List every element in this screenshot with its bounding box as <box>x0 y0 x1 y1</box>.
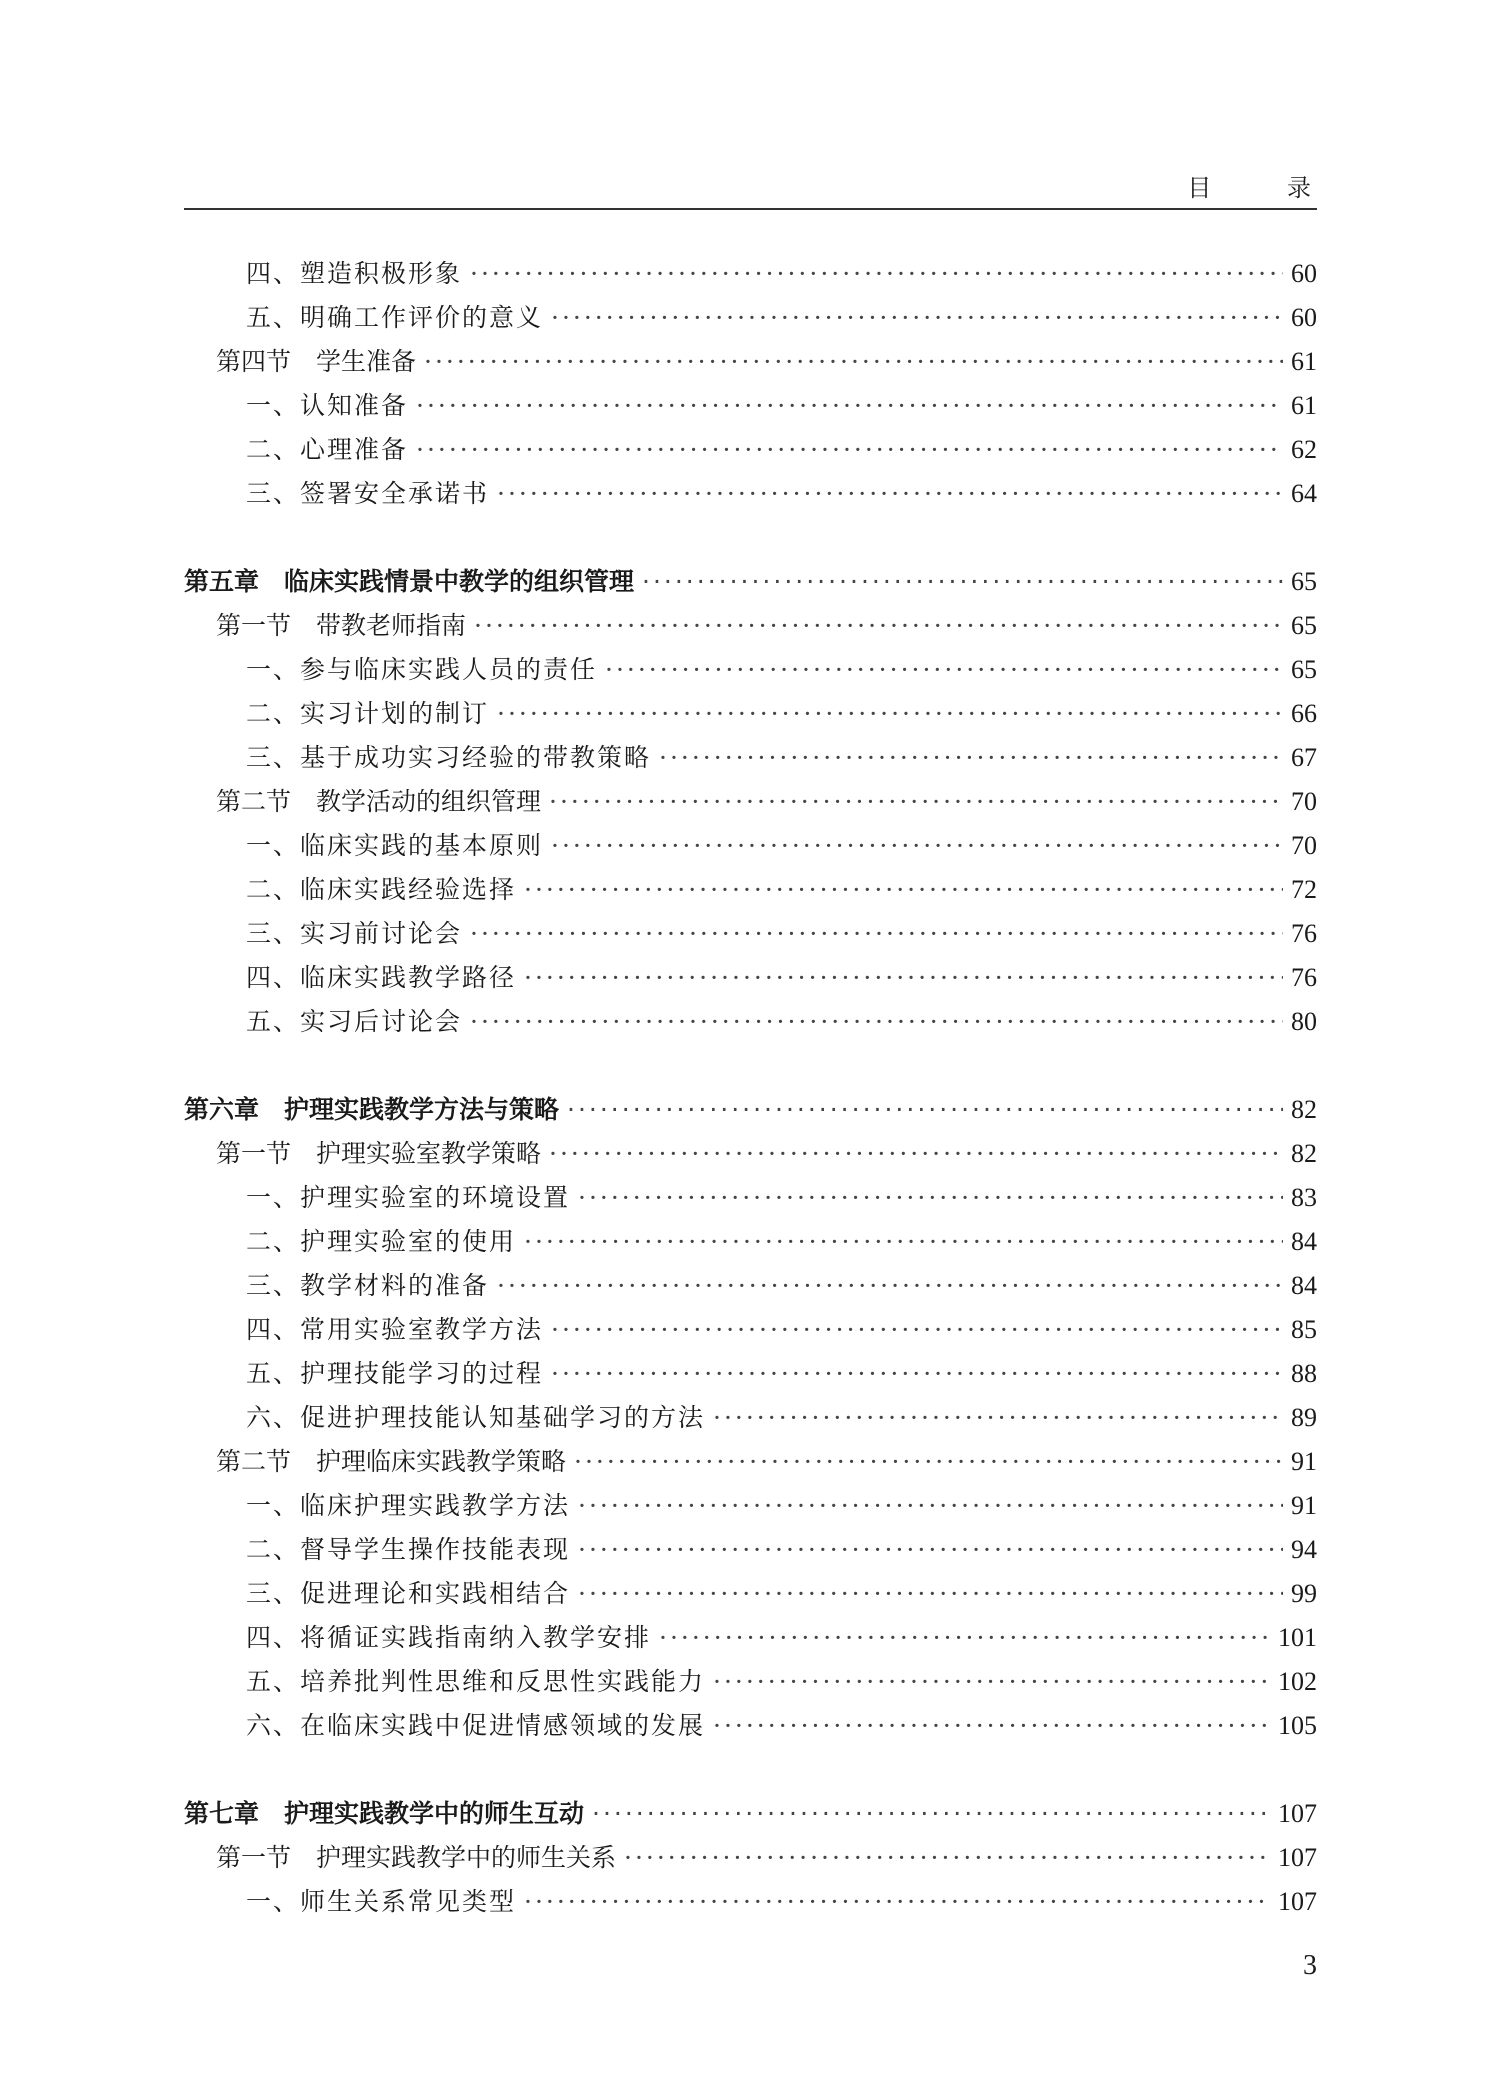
dot-leader <box>713 1660 1270 1704</box>
toc-entry-section <box>184 780 1317 824</box>
toc-entry-page: 84 <box>1291 1227 1317 1256</box>
toc-entry-title: 一、师生关系常见类型 <box>246 1887 517 1916</box>
toc-entry-item <box>184 736 1317 780</box>
toc-entry-page: 70 <box>1291 787 1317 816</box>
toc-entry-title: 第一节 护理实践教学中的师生关系 <box>216 1843 617 1872</box>
dot-leader <box>578 1176 1283 1220</box>
dot-leader <box>416 384 1283 428</box>
dot-leader <box>549 1132 1283 1176</box>
toc-entry-item <box>184 692 1317 736</box>
toc-entry-item <box>184 1000 1317 1044</box>
toc-entry-page: 60 <box>1291 259 1317 288</box>
toc-entry-title: 第二节 护理临床实践教学策略 <box>216 1447 567 1476</box>
toc-entry-page: 82 <box>1291 1095 1317 1124</box>
toc-entry-chapter <box>184 1088 1317 1132</box>
toc-entry-item <box>184 868 1317 912</box>
toc-entry-page: 91 <box>1291 1447 1317 1476</box>
header-title: 目 录 <box>1187 174 1345 202</box>
toc-entry-page: 80 <box>1291 1007 1317 1036</box>
toc-entry-title: 五、护理技能学习的过程 <box>246 1359 544 1388</box>
toc-entry-page: 102 <box>1278 1667 1317 1696</box>
toc-entry-title: 三、促进理论和实践相结合 <box>246 1579 571 1608</box>
toc-entry-title: 一、护理实验室的环境设置 <box>246 1183 571 1212</box>
toc-entry-title: 二、心理准备 <box>246 435 409 464</box>
toc-entry-page: 65 <box>1291 567 1317 596</box>
toc-entry-title: 五、实习后讨论会 <box>246 1007 463 1036</box>
toc-entry-section <box>184 1132 1317 1176</box>
dot-leader <box>474 604 1283 648</box>
dot-leader <box>713 1704 1270 1748</box>
toc-entry-page: 60 <box>1291 303 1317 332</box>
dot-leader <box>470 1000 1283 1044</box>
toc-entry-item <box>184 296 1317 340</box>
toc-entry-title: 一、参与临床实践人员的责任 <box>246 655 598 684</box>
toc-entry-title: 一、临床护理实践教学方法 <box>246 1491 571 1520</box>
toc-entry-page: 99 <box>1291 1579 1317 1608</box>
toc-entry-page: 89 <box>1291 1403 1317 1432</box>
toc-entry-page: 107 <box>1278 1843 1317 1872</box>
toc-entry-section <box>184 1440 1317 1484</box>
toc-entry-page: 94 <box>1291 1535 1317 1564</box>
toc-entry-chapter <box>184 560 1317 604</box>
toc-entry-page: 107 <box>1278 1799 1317 1828</box>
toc-entry-page: 84 <box>1291 1271 1317 1300</box>
dot-leader <box>551 1308 1283 1352</box>
toc-entry-title: 二、临床实践经验选择 <box>246 875 517 904</box>
toc-entry-page: 91 <box>1291 1491 1317 1520</box>
toc-entry-section <box>184 1836 1317 1880</box>
toc-entry-title: 二、护理实验室的使用 <box>246 1227 517 1256</box>
dot-leader <box>497 692 1283 736</box>
dot-leader <box>713 1396 1283 1440</box>
toc-entry-page: 76 <box>1291 919 1317 948</box>
toc-entry-page: 61 <box>1291 391 1317 420</box>
toc-entry-title: 第七章 护理实践教学中的师生互动 <box>184 1799 585 1828</box>
dot-leader <box>551 824 1283 868</box>
toc-entry-title: 一、认知准备 <box>246 391 409 420</box>
toc-entry-section <box>184 340 1317 384</box>
toc-entry-item <box>184 1528 1317 1572</box>
toc-entry-item <box>184 1660 1317 1704</box>
toc-entry-item <box>184 1572 1317 1616</box>
dot-leader <box>524 1880 1270 1924</box>
dot-leader <box>578 1572 1283 1616</box>
toc-entry-title: 一、临床实践的基本原则 <box>246 831 544 860</box>
dot-leader <box>574 1440 1283 1484</box>
dot-leader <box>470 912 1283 956</box>
toc-entry-title: 第二节 教学活动的组织管理 <box>216 787 542 816</box>
dot-leader <box>416 428 1283 472</box>
toc-entry-item <box>184 1616 1317 1660</box>
dot-leader <box>578 1484 1283 1528</box>
dot-leader <box>524 1220 1283 1264</box>
dot-leader <box>470 252 1283 296</box>
toc-entry-item <box>184 1308 1317 1352</box>
toc-entry-page: 105 <box>1278 1711 1317 1740</box>
toc-entry-title: 第一节 护理实验室教学策略 <box>216 1139 542 1168</box>
toc-entry-page: 67 <box>1291 743 1317 772</box>
table-of-contents <box>184 252 1317 1924</box>
toc-entry-page: 101 <box>1278 1623 1317 1652</box>
toc-entry-item <box>184 956 1317 1000</box>
page-number: 3 <box>1303 1950 1317 1981</box>
toc-entry-title: 四、常用实验室教学方法 <box>246 1315 544 1344</box>
toc-entry-title: 第一节 带教老师指南 <box>216 611 467 640</box>
toc-entry-title: 六、在临床实践中促进情感领域的发展 <box>246 1711 706 1740</box>
toc-entry-item <box>184 648 1317 692</box>
toc-entry-title: 三、基于成功实习经验的带教策略 <box>246 743 652 772</box>
toc-entry-item <box>184 252 1317 296</box>
toc-entry-page: 72 <box>1291 875 1317 904</box>
toc-entry-section <box>184 604 1317 648</box>
dot-leader <box>524 956 1283 1000</box>
toc-entry-title: 二、实习计划的制订 <box>246 699 490 728</box>
toc-entry-title: 四、将循证实践指南纳入教学安排 <box>246 1623 652 1652</box>
dot-leader <box>424 340 1283 384</box>
toc-entry-title: 第五章 临床实践情景中教学的组织管理 <box>184 567 635 596</box>
toc-entry-title: 二、督导学生操作技能表现 <box>246 1535 571 1564</box>
dot-leader <box>624 1836 1270 1880</box>
toc-entry-title: 第四节 学生准备 <box>216 347 417 376</box>
toc-entry-page: 65 <box>1291 655 1317 684</box>
toc-entry-title: 五、培养批判性思维和反思性实践能力 <box>246 1667 706 1696</box>
dot-leader <box>567 1088 1283 1132</box>
dot-leader <box>659 1616 1270 1660</box>
dot-leader <box>659 736 1283 780</box>
toc-entry-title: 三、实习前讨论会 <box>246 919 463 948</box>
toc-entry-item <box>184 1352 1317 1396</box>
toc-entry-item <box>184 472 1317 516</box>
toc-entry-item <box>184 1704 1317 1748</box>
toc-entry-page: 82 <box>1291 1139 1317 1168</box>
dot-leader <box>524 868 1283 912</box>
dot-leader <box>605 648 1283 692</box>
toc-entry-page: 61 <box>1291 347 1317 376</box>
dot-leader <box>551 296 1283 340</box>
toc-entry-item <box>184 1484 1317 1528</box>
dot-leader <box>497 472 1283 516</box>
toc-entry-item <box>184 1396 1317 1440</box>
toc-entry-item <box>184 824 1317 868</box>
dot-leader <box>592 1792 1270 1836</box>
toc-entry-item <box>184 1220 1317 1264</box>
toc-entry-item <box>184 428 1317 472</box>
dot-leader <box>497 1264 1283 1308</box>
toc-entry-title: 五、明确工作评价的意义 <box>246 303 544 332</box>
toc-entry-page: 83 <box>1291 1183 1317 1212</box>
toc-entry-page: 70 <box>1291 831 1317 860</box>
dot-leader <box>642 560 1283 604</box>
toc-entry-item <box>184 1176 1317 1220</box>
toc-entry-page: 66 <box>1291 699 1317 728</box>
dot-leader <box>551 1352 1283 1396</box>
dot-leader <box>578 1528 1283 1572</box>
toc-entry-title: 四、塑造积极形象 <box>246 259 463 288</box>
toc-entry-page: 107 <box>1278 1887 1317 1916</box>
toc-entry-title: 六、促进护理技能认知基础学习的方法 <box>246 1403 706 1432</box>
dot-leader <box>549 780 1283 824</box>
toc-entry-page: 62 <box>1291 435 1317 464</box>
toc-entry-page: 65 <box>1291 611 1317 640</box>
toc-entry-item <box>184 1264 1317 1308</box>
toc-entry-title: 第六章 护理实践教学方法与策略 <box>184 1095 560 1124</box>
toc-entry-page: 88 <box>1291 1359 1317 1388</box>
toc-entry-title: 四、临床实践教学路径 <box>246 963 517 992</box>
toc-entry-page: 85 <box>1291 1315 1317 1344</box>
toc-entry-page: 76 <box>1291 963 1317 992</box>
toc-entry-chapter <box>184 1792 1317 1836</box>
toc-entry-item <box>184 384 1317 428</box>
toc-entry-title: 三、签署安全承诺书 <box>246 479 490 508</box>
toc-entry-item <box>184 1880 1317 1924</box>
running-header <box>184 168 1345 210</box>
toc-entry-item <box>184 912 1317 956</box>
toc-entry-page: 64 <box>1291 479 1317 508</box>
toc-entry-title: 三、教学材料的准备 <box>246 1271 490 1300</box>
